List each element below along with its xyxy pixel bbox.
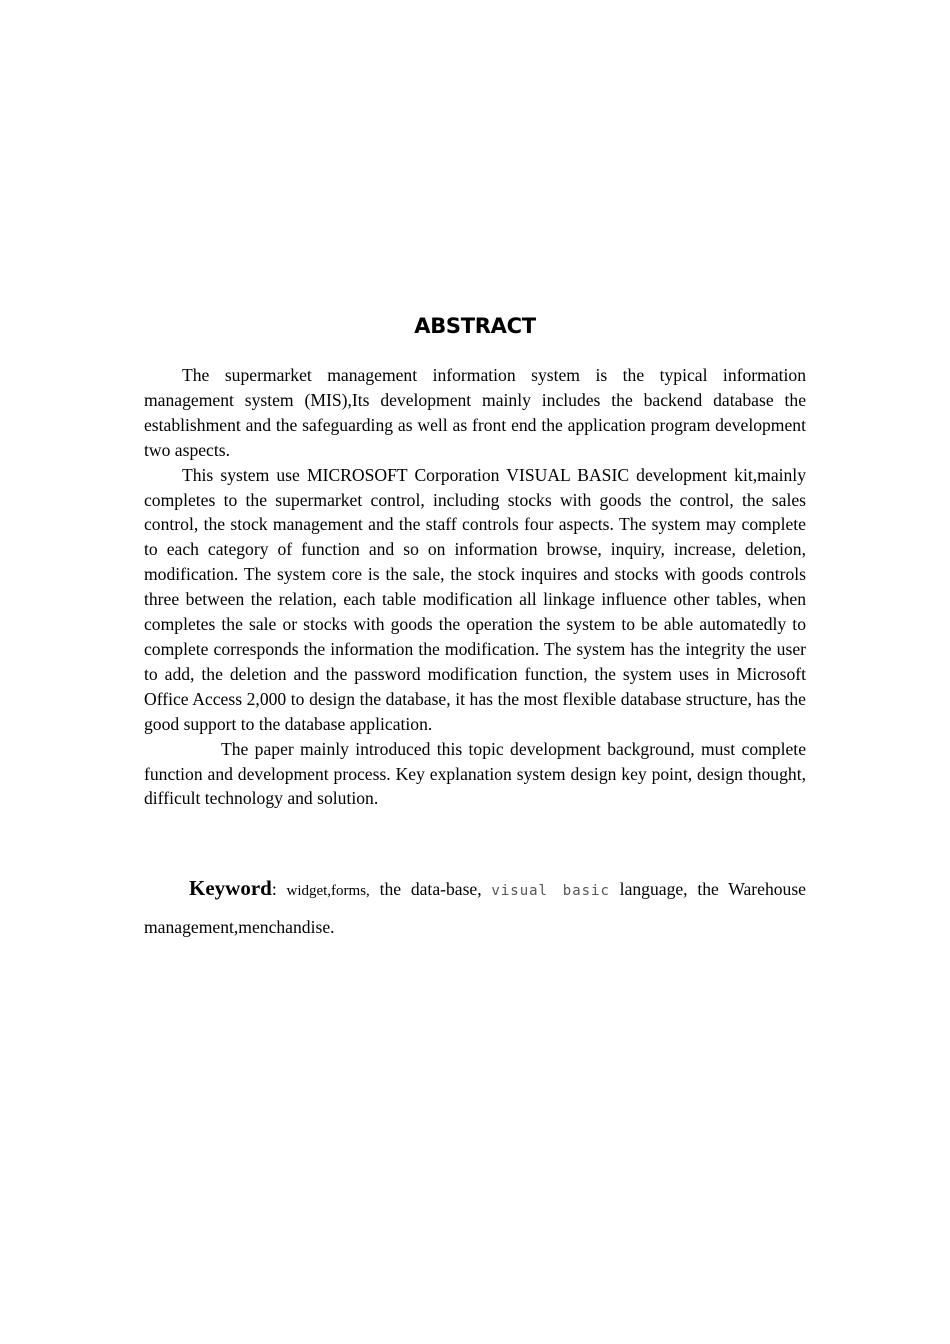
keywords-part-1: widget,forms, — [286, 883, 370, 899]
keywords-part-2: the data-base, — [369, 879, 492, 899]
keywords-part-4: language, the Warehouse management,menchandise. — [144, 879, 806, 937]
abstract-paragraph-1: The supermarket management information system is the typical information management system (MIS),Its development mainly includes the backend database the establishment and the safeguarding as well as front end the application program development two aspects. — [144, 365, 806, 460]
keywords-part-3: visual basic — [491, 883, 610, 899]
keywords-line — [144, 870, 806, 945]
abstract-body — [144, 363, 806, 811]
keywords-label: Keyword — [189, 876, 272, 900]
abstract-paragraph-3: The paper mainly introduced this topic development background, must complete function and development process. Key explanation system design key point, design thought, difficult technology and solution. — [144, 738, 806, 809]
abstract-title: ABSTRACT — [414, 314, 536, 338]
keywords-separator: : — [271, 879, 287, 899]
abstract-paragraph-2: This system use MICROSOFT Corporation VISUAL BASIC development kit,mainly completes to the supermarket control, including stocks with goods the control, the sales control, the stock management and the staff controls four aspects. The system may complete to each category of function and so on information browse, inquiry, increase, deletion, modification. The system core is the sale, the stock inquires and stocks with goods controls three between the relation, each table modification all linkage influence other tables, when completes the sale or stocks with goods the operation the system to be able automatedly to complete corresponds the information the modification. The system has the integrity the user to add, the deletion and the password modification function, the system uses in Microsoft Office Access 2,000 to design the database, it has the most flexible database structure, has the good support to the database application. — [144, 464, 806, 734]
